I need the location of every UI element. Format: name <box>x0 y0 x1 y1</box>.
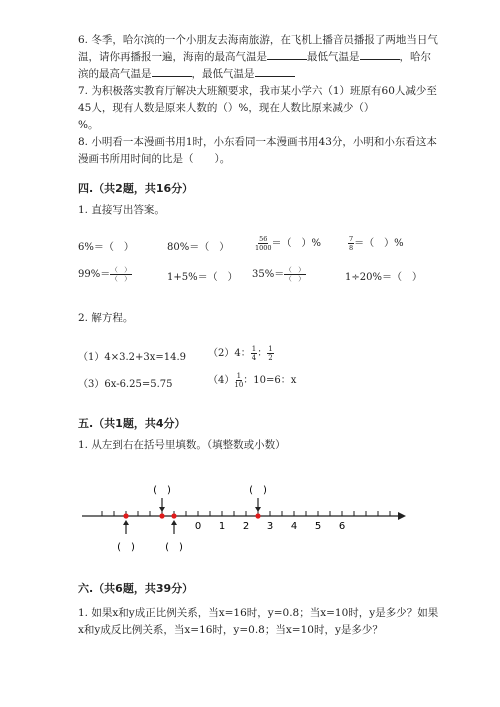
s6-q1-line1: 1. 如果x和y成正比例关系，当x=16时，y=0.8；当x=10时，y是多少？如果 <box>78 607 439 619</box>
equation-1: （1）4×3.2+3x=14.9 <box>78 352 187 363</box>
q6-text-e: ，最低气温是 <box>191 68 255 80</box>
answer-parens[interactable]: ( ) <box>249 485 267 496</box>
tick-label-4: 4 <box>290 521 298 532</box>
s4-q2-prompt: 2. 解方程。 <box>78 312 134 324</box>
q8-line1: 8. 小明看一本漫画书用1时，小东看同一本漫画书用43分，小明和小东看这本 <box>78 136 437 148</box>
frac-den: 10 <box>234 381 244 389</box>
calc-pre: 35%＝ <box>252 269 285 280</box>
answer-blank[interactable] <box>267 49 307 60</box>
frac-den: 1000 <box>255 244 272 252</box>
section-4-title: 四.（共2题，共16分） <box>78 182 194 195</box>
calc-99pct <box>78 265 132 283</box>
marked-point <box>123 513 128 518</box>
answer-parens[interactable]: ( ) <box>153 485 171 496</box>
q6-line3 <box>78 66 295 83</box>
answer-parens[interactable]: ( ) <box>117 542 135 553</box>
up-arrow-head <box>123 520 129 525</box>
eq-pre: （2）4： <box>208 348 251 359</box>
marked-point <box>171 513 176 518</box>
q7-line1: 7. 为积极落实教育厅解决大班额要求，我市某小学六（1）班原有60人减少至 <box>78 85 437 97</box>
frac-den: 8 <box>349 244 354 252</box>
eq-rest: ：10=6：x <box>243 375 297 386</box>
q6-text-b: 最低气温是 <box>307 51 360 63</box>
q8-line2: 漫画书所用时间的比是（ ）。 <box>78 153 231 165</box>
calc-1-div-20pct: 1÷20%＝（ ） <box>345 272 422 283</box>
answer-blank[interactable] <box>255 66 295 77</box>
frac-den: （ ） <box>111 275 131 283</box>
tick-label-0: 0 <box>194 521 202 532</box>
section-5-title: 五.（共1题，共4分） <box>78 417 186 430</box>
equation-2 <box>208 344 274 362</box>
q7-line2 <box>78 100 374 117</box>
number-line <box>70 478 410 560</box>
tick-label-6: 6 <box>338 521 346 532</box>
equation-3: （3）6x-6.25=5.75 <box>78 379 173 390</box>
answer-parens[interactable]: ( ) <box>165 542 183 553</box>
eq-sep: ： <box>257 348 268 359</box>
frac-num: 1 <box>251 345 257 353</box>
calc-35pct <box>252 265 306 283</box>
answer-blank[interactable] <box>152 66 192 77</box>
frac-den: 4 <box>251 354 257 362</box>
tick-label-5: 5 <box>314 521 322 532</box>
frac-num: 1 <box>268 345 273 353</box>
q7-line3: %。 <box>78 119 99 131</box>
section-6-title: 六.（共6题，共39分） <box>78 582 194 595</box>
s4-q1-prompt: 1. 直接写出答案。 <box>78 204 165 216</box>
marked-point <box>255 513 260 518</box>
calc-rest: ＝（ ）% <box>354 238 404 249</box>
frac-num: （ ） <box>285 266 305 274</box>
calc-56-1000 <box>255 234 321 252</box>
q7-text-b: ）%，现在人数比原来减少（ <box>227 102 364 114</box>
q6-text-d: 滨的最高气温是 <box>78 68 152 80</box>
tick-label-1: 1 <box>218 521 226 532</box>
q6-text-a: 温，请你再播报一遍，海南的最高气温是 <box>78 51 267 63</box>
calc-6pct: 6%＝（ ） <box>78 242 134 253</box>
calc-7-8 <box>348 234 404 252</box>
s5-prompt: 1. 从左到右在括号里填数。（填整数或小数） <box>78 439 286 451</box>
calc-pre: 99%＝ <box>78 269 111 280</box>
down-arrow-head <box>159 507 165 512</box>
q7-text-c: ） <box>363 102 375 114</box>
eq-pre: （4） <box>208 375 235 386</box>
marked-point <box>159 513 164 518</box>
frac-num: 1 <box>236 372 242 380</box>
frac-num: 56 <box>259 235 268 243</box>
tick-label-2: 2 <box>242 521 250 532</box>
calc-1-plus-5pct: 1+5%＝（ ） <box>167 272 238 283</box>
minor-ticks <box>102 511 390 516</box>
frac-num: 7 <box>349 235 354 243</box>
q6-line1: 6. 冬季，哈尔滨的一个小朋友去海南旅游，在飞机上播音员播报了两地当日气 <box>78 34 438 46</box>
calc-rest: ＝（ ）% <box>271 238 322 249</box>
frac-den: 2 <box>268 354 273 362</box>
q6-line2 <box>78 49 431 66</box>
s6-q1-line2: x和y成反比例关系，当x=16时，y=0.8；当x=10时，y是多少？ <box>78 624 383 636</box>
equation-4 <box>208 371 296 389</box>
q6-text-c: ，哈尔 <box>399 51 431 63</box>
up-arrow-head <box>171 520 177 525</box>
calc-80pct: 80%＝（ ） <box>167 242 230 253</box>
frac-num: （ ） <box>111 266 131 274</box>
down-arrow-head <box>255 507 261 512</box>
q7-text-a: 45人，现有人数是原来人数的（ <box>78 102 228 114</box>
tick-label-3: 3 <box>266 521 274 532</box>
axis-arrow-head <box>398 512 406 520</box>
answer-blank[interactable] <box>360 49 400 60</box>
frac-den: （ ） <box>285 275 305 283</box>
